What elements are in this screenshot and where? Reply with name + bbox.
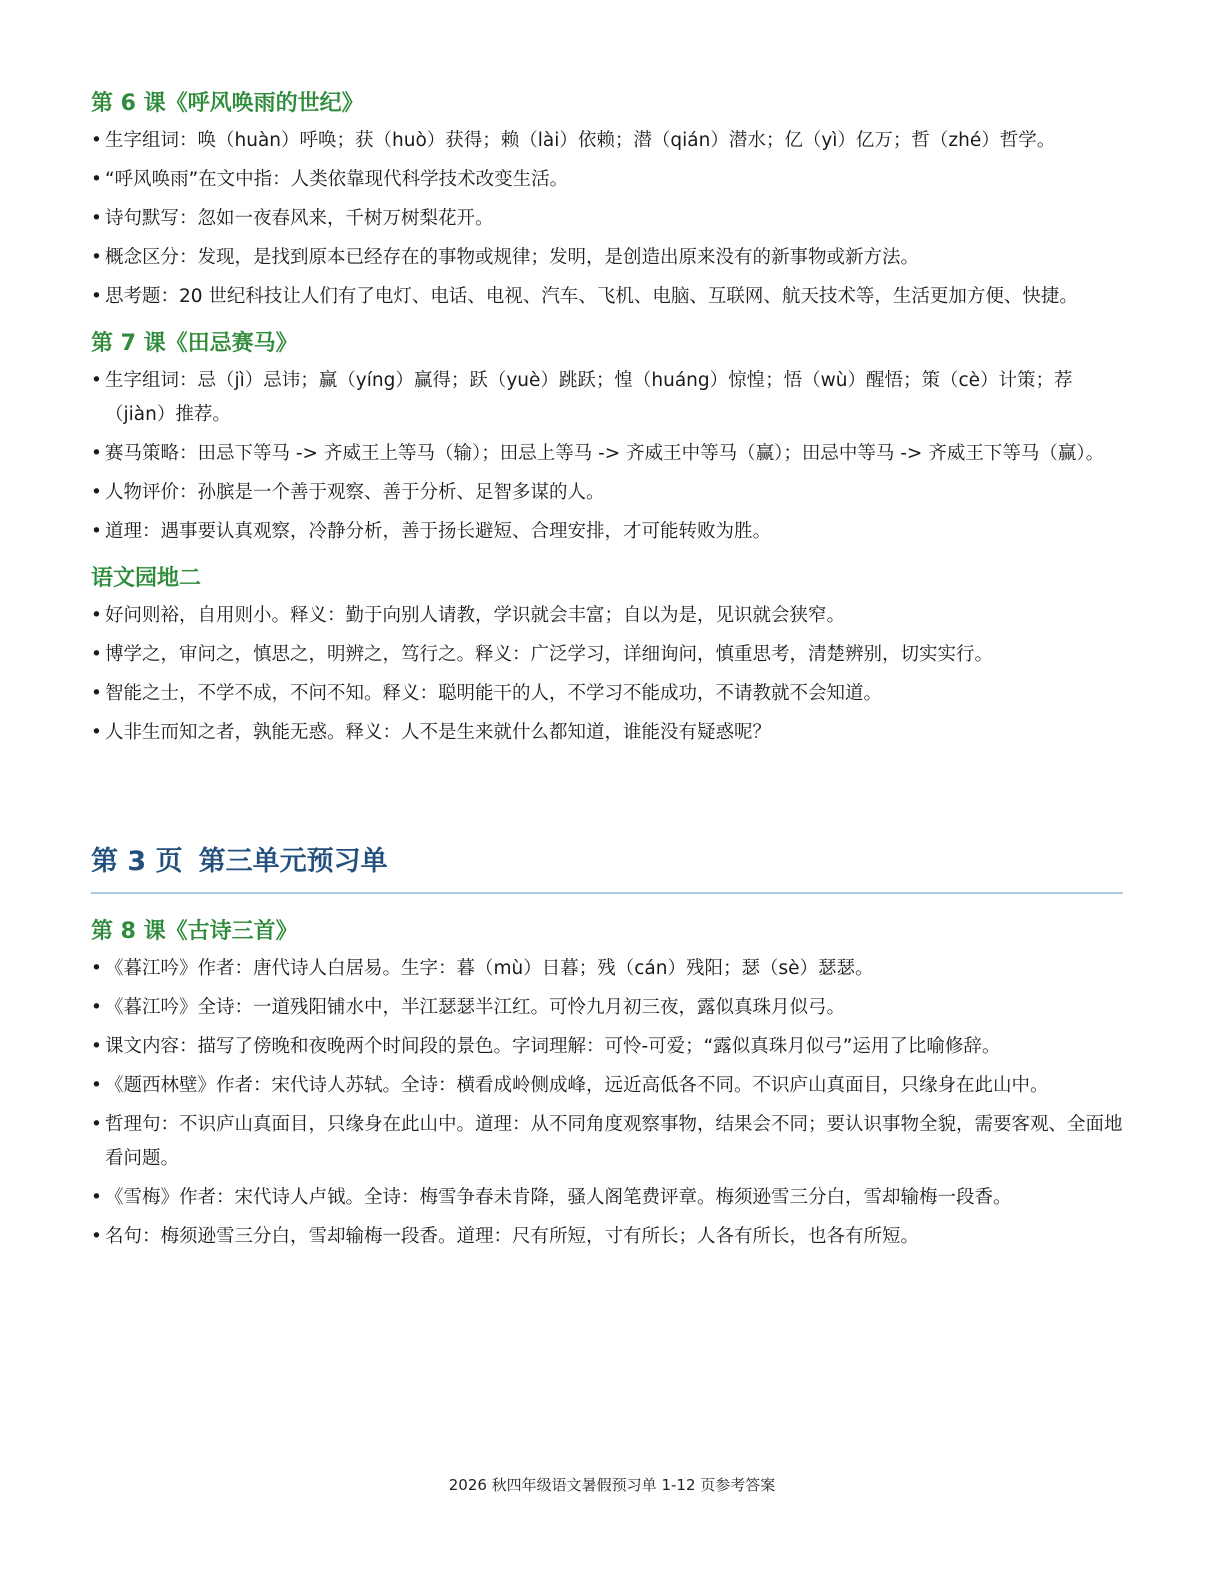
list-item-text: 思考题：20 世纪科技让人们有了电灯、电话、电视、汽车、飞机、电脑、互联网、航天技术等，生活更加方便、快捷。	[105, 286, 1078, 307]
bullet-icon: •	[91, 286, 102, 307]
bullet-icon: •	[91, 605, 102, 626]
list-item-text: 名句：梅须逊雪三分白，雪却输梅一段香。道理：尺有所短，寸有所长；人各有所长，也各有所短。	[105, 1226, 920, 1247]
bullet-icon: •	[91, 722, 102, 743]
list-item-text: 好问则裕，自用则小。释义：勤于向别人请教，学识就会丰富；自以为是，见识就会狭窄。	[105, 605, 846, 626]
list-item	[91, 124, 1123, 158]
list-item	[91, 677, 1123, 711]
lesson-section	[91, 563, 1123, 750]
lesson-title: 语文园地二	[91, 566, 202, 591]
bullet-icon: •	[91, 997, 102, 1018]
page-heading-number: 第 3 页	[91, 846, 183, 877]
bullet-icon: •	[91, 958, 102, 979]
list-item-text: 道理：遇事要认真观察，冷静分析，善于扬长避短、合理安排，才可能转败为胜。	[105, 521, 772, 542]
list-item	[91, 364, 1123, 432]
list-item	[91, 716, 1123, 750]
bullet-icon: •	[91, 1036, 102, 1057]
list-item-text: 赛马策略：田忌下等马 -> 齐威王上等马（输）；田忌上等马 -> 齐威王中等马（赢）；田忌中等马 -> 齐威王下等马（赢）。	[105, 443, 1105, 464]
bottom-sections	[91, 916, 1123, 1254]
document-page	[91, 88, 1123, 1259]
list-item	[91, 515, 1123, 549]
list-item-text: 诗句默写：忽如一夜春风来，千树万树梨花开。	[105, 208, 494, 229]
list-item	[91, 1069, 1123, 1103]
list-item	[91, 1181, 1123, 1215]
top-sections	[91, 88, 1123, 750]
bullet-icon: •	[91, 169, 102, 190]
bullet-icon: •	[91, 443, 102, 464]
page-heading-title: 第三单元预习单	[198, 846, 388, 877]
list-item-text: 《雪梅》作者：宋代诗人卢钺。全诗：梅雪争春未肯降，骚人阁笔费评章。梅须逊雪三分白，雪却输梅一段香。	[105, 1187, 1012, 1208]
lesson-section	[91, 916, 1123, 1254]
bullet-icon: •	[91, 1075, 102, 1096]
bullet-icon: •	[91, 1187, 102, 1208]
bullet-icon: •	[91, 370, 102, 391]
list-item	[91, 1030, 1123, 1064]
list-item-text: 概念区分：发现，是找到原本已经存在的事物或规律；发明，是创造出原来没有的新事物或新方法。	[105, 247, 920, 268]
list-item-text: 生字组词：忌（jì）忌讳；赢（yíng）赢得；跃（yuè）跳跃；惶（huáng）惊惶；悟（wù）醒悟；策（cè）计策；荐（jiàn）推荐。	[105, 370, 1073, 425]
lesson-section	[91, 88, 1123, 314]
lesson-title: 第 8 课《古诗三首》	[91, 919, 298, 944]
list-item	[91, 202, 1123, 236]
list-item-text: 《暮江吟》作者：唐代诗人白居易。生字：暮（mù）日暮；残（cán）残阳；瑟（sè）瑟瑟。	[105, 958, 874, 979]
bullet-icon: •	[91, 683, 102, 704]
bullet-icon: •	[91, 482, 102, 503]
list-item-text: 哲理句：不识庐山真面目，只缘身在此山中。道理：从不同角度观察事物，结果会不同；要认识事物全貌，需要客观、全面地看问题。	[105, 1114, 1123, 1169]
list-item	[91, 437, 1123, 471]
lesson-title: 第 7 课《田忌赛马》	[91, 331, 298, 356]
lesson-title: 第 6 课《呼风唤雨的世纪》	[91, 91, 364, 116]
list-item	[91, 1220, 1123, 1254]
bullet-icon: •	[91, 644, 102, 665]
list-item	[91, 280, 1123, 314]
bullet-icon: •	[91, 1226, 102, 1247]
list-item	[91, 991, 1123, 1025]
list-item	[91, 599, 1123, 633]
list-item	[91, 476, 1123, 510]
list-item	[91, 1108, 1123, 1176]
list-item-text: 人非生而知之者，孰能无惑。释义：人不是生来就什么都知道，谁能没有疑惑呢？	[105, 722, 772, 743]
list-item-text: “呼风唤雨”在文中指：人类依靠现代科学技术改变生活。	[105, 169, 569, 190]
list-item	[91, 638, 1123, 672]
bullet-icon: •	[91, 247, 102, 268]
page-heading	[91, 842, 1123, 894]
list-item-text: 《题西林壁》作者：宋代诗人苏轼。全诗：横看成岭侧成峰，远近高低各不同。不识庐山真面目，只缘身在此山中。	[105, 1075, 1049, 1096]
bullet-icon: •	[91, 521, 102, 542]
list-item-text: 《暮江吟》全诗：一道残阳铺水中，半江瑟瑟半江红。可怜九月初三夜，露似真珠月似弓。	[105, 997, 846, 1018]
bullet-icon: •	[91, 208, 102, 229]
list-item-text: 智能之士，不学不成，不问不知。释义：聪明能干的人，不学习不能成功，不请教就不会知道。	[105, 683, 883, 704]
bullet-icon: •	[91, 1114, 102, 1135]
list-item	[91, 163, 1123, 197]
lesson-section	[91, 328, 1123, 549]
bullet-icon: •	[91, 130, 102, 151]
list-item	[91, 241, 1123, 275]
list-item-text: 博学之，审问之，慎思之，明辨之，笃行之。释义：广泛学习，详细询问，慎重思考，清楚辨别，切实实行。	[105, 644, 994, 665]
list-item-text: 人物评价：孙膑是一个善于观察、善于分析、足智多谋的人。	[105, 482, 605, 503]
list-item	[91, 952, 1123, 986]
list-item-text: 课文内容：描写了傍晚和夜晚两个时间段的景色。字词理解：可怜-可爱；“露似真珠月似弓”运用了比喻修辞。	[105, 1036, 1001, 1057]
page-footer: 2026 秋四年级语文暑假预习单 1-12 页参考答案	[448, 1476, 776, 1494]
list-item-text: 生字组词：唤（huàn）呼唤；获（huò）获得；赖（lài）依赖；潜（qián）潜水；亿（yì）亿万；哲（zhé）哲学。	[105, 130, 1056, 151]
